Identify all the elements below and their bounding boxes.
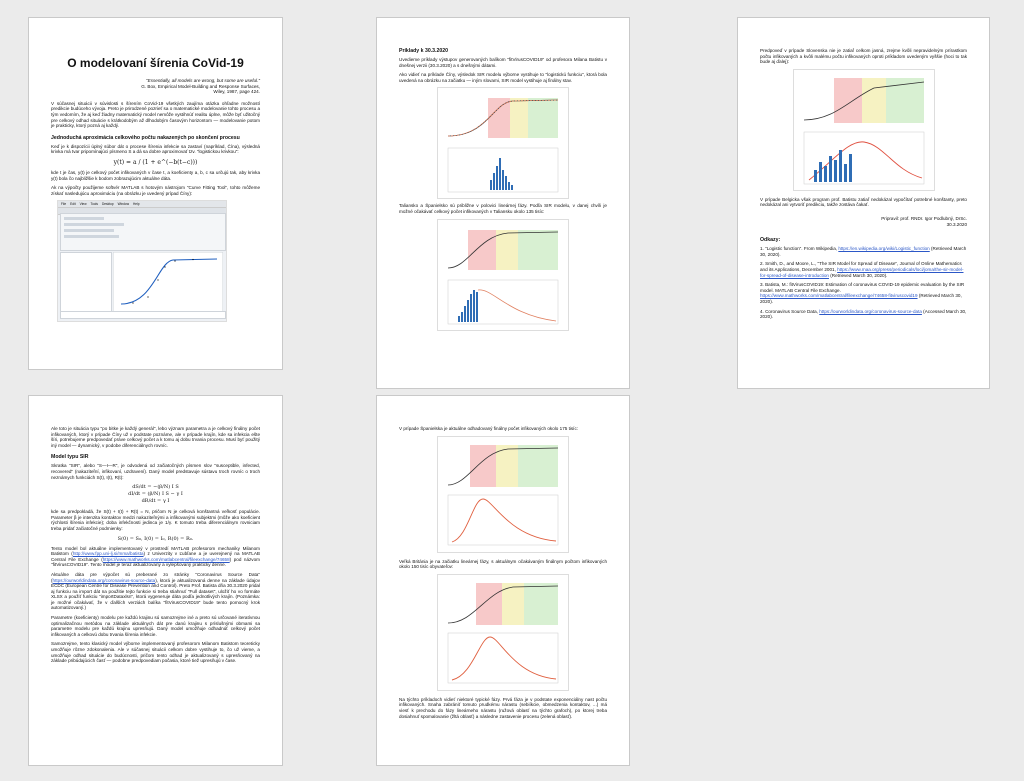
reference-item: 4. Coronavirus Source Data, https://ourworldindata.org/coronavirus-source-data (Accessed March 30, 2020). (760, 308, 967, 320)
slovakia-sir-figure (793, 69, 935, 191)
document-page-5 (376, 395, 630, 766)
italy-sir-figure (437, 219, 569, 331)
menu-item: Desktop (101, 202, 114, 207)
spain-sir-figure (437, 436, 569, 553)
reference-link[interactable]: https://ourworldindata.org/coronavirus-source-data (819, 308, 922, 314)
menu-item: View (79, 202, 87, 207)
document-title: O modelovaní šírenia CoVid-19 (67, 56, 244, 70)
equation-r: dR/dt = γ I (141, 498, 170, 505)
author-line: Pripravil: prof. RNDr. Igor Podlubný, DrSc. (881, 215, 967, 221)
paragraph: Predpoveď v prípade Slovenska nie je zatiaľ celkom jasná, zrejme kvôli nepravidelným prírastkom počtu infikovaných a kvôli malému počtu infikovaných oproti príkladom uvedeným vyššie (hoci to tak bude aj ďalej): (760, 48, 967, 65)
reference-link[interactable]: https://www.mathworks.com/matlabcentral/fileexchange/74658-fitviruscovid19 (760, 293, 918, 299)
china-sir-figure (437, 87, 569, 199)
reference-link[interactable]: https://www.maa.org/press/periodicals/loci/joma/the-sir-model-for-spread-of-disease-introduction (760, 266, 964, 278)
paragraph: kde t je čas, y(t) je celkový počet infikovaných v čase t, a koeficienty a, b, c sa určujú tak, aby krivka y(t) bola čo najbližšie k bodom zobrazujúcim aktuálne dáta. (51, 169, 260, 181)
document-page-2 (376, 17, 630, 389)
date-line: 30.3.2020 (946, 221, 967, 227)
file-exchange-link[interactable]: https://www.mathworks.com/matlabcentral/fileexchange/74658 (102, 556, 230, 562)
paragraph: Parametre (koeficienty) modelu pre každú krajinu sú samozrejme iné a preto sú určované iteratívnou optimalizačnou metódou na základe aktuálnych dát pre danú krajinu s príslušnými obmami sa parametre modelu pre každú krajinu upresňujú. Daný model umožňuje odhadnúť celkový počet infikovaných a celkovú dobu trvania šírenia infekcie. (51, 615, 260, 637)
paragraph: V prípade Španielska je aktuálne odhadovaný finálny počet infikovaných okolo 175 tisíc: (399, 426, 579, 431)
uk-sir-figure (437, 574, 569, 691)
matlab-fit-plot (113, 252, 223, 312)
menu-item: Tools (90, 202, 98, 207)
paragraph: Tento model bol aktuálne implementovaný v prostredí MATLAB profesorom mechaniky Milanom Batistom (http://www.fpp.uni-lj.si/mma/batista) z Univerzity v Ľubľane a je uverejnený na MATLAB Central File Exchange (https://www.mathworks.com/matlabcentral/fileexchange/74658) pod názvom "fitVirusCOVID19". Tento model je teraz aktualizovaný a vylepšovaný prakticky denne. (51, 545, 260, 568)
menu-item: Edit (70, 202, 76, 207)
paragraph: Na týchto príkladoch vidieť niektoré typické fázy. Prvá fáza je v podstate exponenciálny nast počtu infikovaných. Snaha zabrániť tomuto prudkému nárastu (sebiíkcie, obmedzenia kontaktov, ...) má viesť k prechodu do fázy lineárneho nárastu (ružová oblasť na týchto grafoch), po ktorej treba dosiahnuť spomalovanie (žltá oblasť) a následne zastavenie procesu (zelená oblasť). (399, 696, 607, 719)
intro-paragraph: V súčasnej situácii v súvislosti s šírením CoVid-19 všetkých zaujíma otázka ohľadne možností predikcie budúceho vývoja. Preto je prirodzené pozrieť sa o matematické modelovanie tohto procesu a tým vedomím, že aj keď žiadny matematický model nemôže vystihnúť realitu úplne, môže byť užitočný pre celkový odhad situácie s krátkodobým až dlhodobým časovým horizontom — modelovanie potom je prakticky, ktorý pozná aj každý. (51, 100, 260, 129)
menu-item: Window (117, 202, 129, 207)
equation-i: dI/dt = (β/N) I S − γ I (128, 491, 183, 498)
reference-link[interactable]: https://en.wikipedia.org/wiki/Logistic_function (838, 246, 930, 252)
logistic-formula: y(t) = a / (1 + e^(−b(t−c))) (113, 158, 198, 166)
epigraph (51, 78, 260, 95)
matlab-results-panel (60, 252, 112, 314)
epigraph-source-1: G. Box, Empirical Model-Building and Response Surfaces, (141, 83, 260, 89)
paragraph: Samozrejme, tento klasický model výborne implementovaný profesorom Milanom Batistom teoreticky umožňuje rôzne zdokonalenia. Ale v súčasnej situácii celkom dobre vystihuje to, čo už vieme, a umožňuje odhad situácie do budúcnosti, pričom tento odhad je aktualizovaný s upresňovaný na základe pribúdajúcich časť — podobne predpovediam počasia, ktoré tiež upresňujú v čase. (51, 641, 260, 664)
section-heading-sir: Model typu SIR (51, 454, 89, 461)
paragraph: kde sa predpokladá, že S(t) + I(t) + R(t) = N, pričom N je celková konštantná veľkosť populácie. Parameter β je intenzita kontaktov medzi nakaziteľnými a infikovanými subjektmi (môže ako koeficient rýchlosti šírenia infekcie); doba infekčnosti jedinca je 1/γ. K tomuto treba diferenciálnym rovniciam treba pridať začiatočné podmienky: (51, 509, 260, 531)
equation-s: dS/dt = −(β/N) I S (132, 484, 179, 491)
sir-equations (51, 484, 260, 505)
section-heading-logistic: Jednoduchá aproximácia celkového počtu nakazených po skončení procesu (51, 134, 240, 141)
matlab-menu-bar (58, 201, 226, 208)
menu-item: File (61, 202, 67, 207)
matlab-curve-fitting-screenshot (57, 200, 227, 322)
paragraph: Keď je k dispozícii úplný súbor dát o procese šírenia infekcie sa zastaví (napríklad, Čína), výsledná krivka má tvar pripomínajúci písmeno S a dá sa dobre aproximovať tzv. "logistickou krivkou": (51, 143, 260, 155)
signature (760, 216, 967, 227)
references-heading: Odkazy: (760, 237, 781, 244)
reference-item: 3. Batista, M.: fitVirusCOVID19: Estimation of coronavirus COVID-19 epidemic evaluation by the SIR model. MATLAB Central File Exchange. https://www.mathworks.com/matlabcentral/fileexchange/74658-fitviruscovid19 (Retrieved March 30, 2020). (760, 282, 965, 304)
epigraph-text: "Essentially, all models are wrong, but some are useful." (146, 78, 260, 83)
paragraph: Ak na výpočty použijeme softvér MATLAB s hotovým nástrojom "Curve Fitting Tool", tohto môžeme získať nasledujúcu aproximáciu (na obrázku je uvedený prípad Číny): (51, 185, 260, 196)
matlab-status-table (60, 311, 226, 319)
paragraph: Ako vidieť na príklade Číny, výsledok SIR modelu výborne vystihuje to "logistickú funkciu", ktorá bola uvedená na obrázku na začiatku — iným slovami, SIR model vystihuje aj finálny stav. (399, 72, 607, 83)
paragraph: V prípade Belgicka však program prof. Batistu zatiaľ nedokázal vypočítať potrebné konštanty, preto nedokázal ani vytvoriť predikciu, takže zostáva čakať. (760, 196, 967, 208)
initial-conditions: S(0) = S₀, I(0) = I₀, R(0) = R₀. (117, 535, 194, 542)
reference-item: 2. Smith, D., and Moore, L., "The SIR Model for Spread of Disease", Journal of Online Mathematics and its Applications, December 2001, https://www.maa.org/press/periodicals/loci/joma/the-sir-model-for-spread-of-disease-introduction (Retrieved March 30, 2020). (760, 261, 964, 278)
menu-item: Help (133, 202, 140, 207)
document-page-4 (28, 395, 283, 766)
reference-item: 1. "Logistic function". From Wikipedia, https://en.wikipedia.org/wiki/Logistic_function (Retrieved March 30, 2020). (760, 246, 967, 257)
paragraph: Aktuálne dáta pre výpočet sú preberané zo stránky "Coronavirus Source Data" (https://ourworldindata.org/coronavirus-source-data), ktorá je aktualizovaná denne na základe údajov ECDC (European Centre for Disease Prevention and Control). Preto Prof. Batista dňa 30.3.2020 pridal aj funkciu na import dát na použitie tejto funkcie si treba stiahnuť "Full dataset", uložiť ho vo formáte XLSX a použiť funkciu "importDataxlsn", ktorá vygeneruje dáta podľa jednotlivých krajín. (Poznámka: je možné očakávať, že v ďalších verziách balíka "fitVirusCOVID19" bude tento pomocný krok automatizovaný.) (51, 571, 260, 611)
matlab-settings-panel (60, 213, 226, 251)
document-page-3 (737, 17, 990, 389)
batista-link[interactable]: http://www.fpp.uni-lj.si/mma/batista (72, 551, 144, 557)
epigraph-source-2: Wiley, 1987, page 424. (213, 89, 260, 95)
paragraph: Ale toto je situácia typu "po bitke je každý generál", lebo význam parametra a je celkový finálny počet infikovaných, ktorý v prípade Číny už v podstate poznáme, ale v prípade krajín, kde sa infekcia ešte šíri, potrebujeme predpovedať práve celkový počet a k tomu aj dobu trvania procesu. Musí byť použitý iný model — dynamický, v podobe diferenciálnych rovníc. (51, 426, 260, 448)
section-heading-examples: Príklady k 30.3.2020 (399, 48, 449, 54)
document-page-1 (28, 17, 283, 370)
paragraph: Veľká Británia je na začiatku lineárnej fázy, s aktuálnym očakávaným finálnym počtom infikovaných okolo 150 tisíc obyvateľov: (399, 558, 607, 570)
paragraph: Taliansko a Španielsko sú približne v polovici lineárnej fázy. Podľa SIR modelu, v danej chvíli je možné očakávať celkový počet infikovaných v Taliansku okolo 135 tisíc: (399, 203, 607, 214)
source-data-link[interactable]: https://ourworldindata.org/coronavirus-source-data (52, 577, 156, 583)
paragraph: Skratka "SIR", alebo "S—I—R", je odvodená od začiatočných písmen slov "susceptible, infected, recovered" (nakaziteľní, infikovaní, uzdravení). Daný model predstavuje sústavu troch rovníc o troch neznámych funkciách S(t), I(t), R(t): (51, 463, 260, 480)
paragraph: Uvedieme príklady výstupov generovaných balíkom "fitVirusCOVID19" od profesora Milana Batistu v dnešnej verzii (30.3.2020) a s dnešnými dátami. (399, 57, 607, 68)
